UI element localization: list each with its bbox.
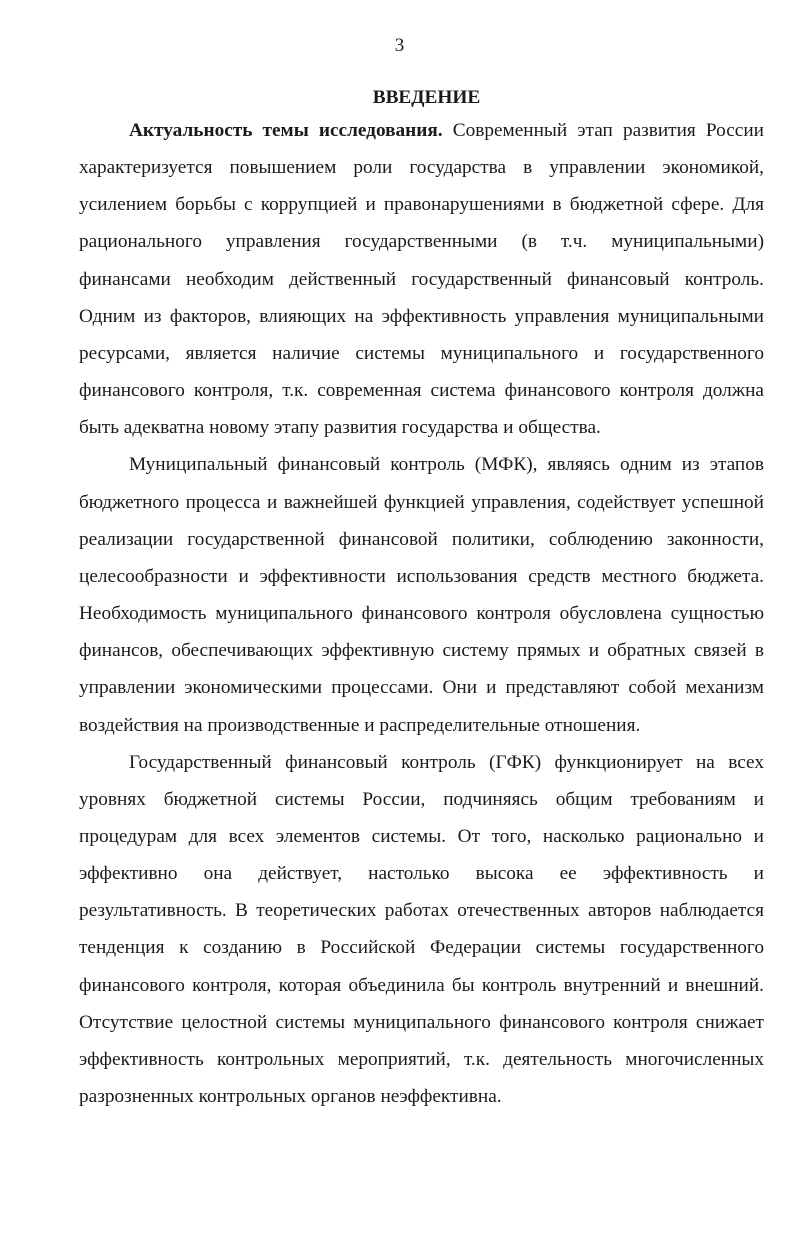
page-number: 3 [394, 35, 405, 56]
paragraph-municipal-control [79, 446, 764, 743]
paragraph-text: Государственный финансовый контроль (ГФК) функционирует на всех уровнях бюджетной системы России, подчиняясь общим требованиям и процедурам для всех элементов системы. От того, насколько рационально и эффективно она действует, настолько высока ее эффективность и результативность. В теоретических работах отечественных авторов наблюдается тенденция к созданию в Российской Федерации системы государственного финансового контроля, которая объединила бы контроль внутренний и внешний. Отсутствие целостной системы муниципального финансового контроля снижает эффективность контрольных мероприятий, т.к. деятельность многочисленных разрозненных контрольных органов неэффективна. [79, 751, 764, 1108]
paragraph-text: Муниципальный финансовый контроль (МФК), являясь одним из этапов бюджетного процесса и важнейшей функцией управления, содействует успешной реализации государственной финансовой политики, соблюдению законности, целесообразности и эффективности использования средств местного бюджета. Необходимость муниципального финансового контроля обусловлена сущностью финансов, обеспечивающих эффективную систему прямых и обратных связей в управлении экономическими процессами. Они и представляют собой механизм воздействия на производственные и распределительные отношения. [79, 454, 764, 736]
paragraph-lead-phrase: Актуальность темы исследования. [129, 120, 443, 141]
section-heading: ВВЕДЕНИЕ [372, 87, 481, 108]
paragraph-relevance [79, 112, 764, 446]
paragraph-text: Современный этап развития России характеризуется повышением роли государства в управлении экономикой, усилением борьбы с коррупцией и правонарушениями в бюджетной сфере. Для рационального управления государственными (в т.ч. муниципальными) финансами необходим действенный государственный финансовый контроль. Одним из факторов, влияющих на эффективность управления муниципальными ресурсами, является наличие системы муниципального и государственного финансового контроля, т.к. современная система финансового контроля должна быть адекватна новому этапу развития государства и общества. [79, 120, 764, 439]
page-content [79, 84, 764, 1115]
paragraph-state-control [79, 744, 764, 1116]
